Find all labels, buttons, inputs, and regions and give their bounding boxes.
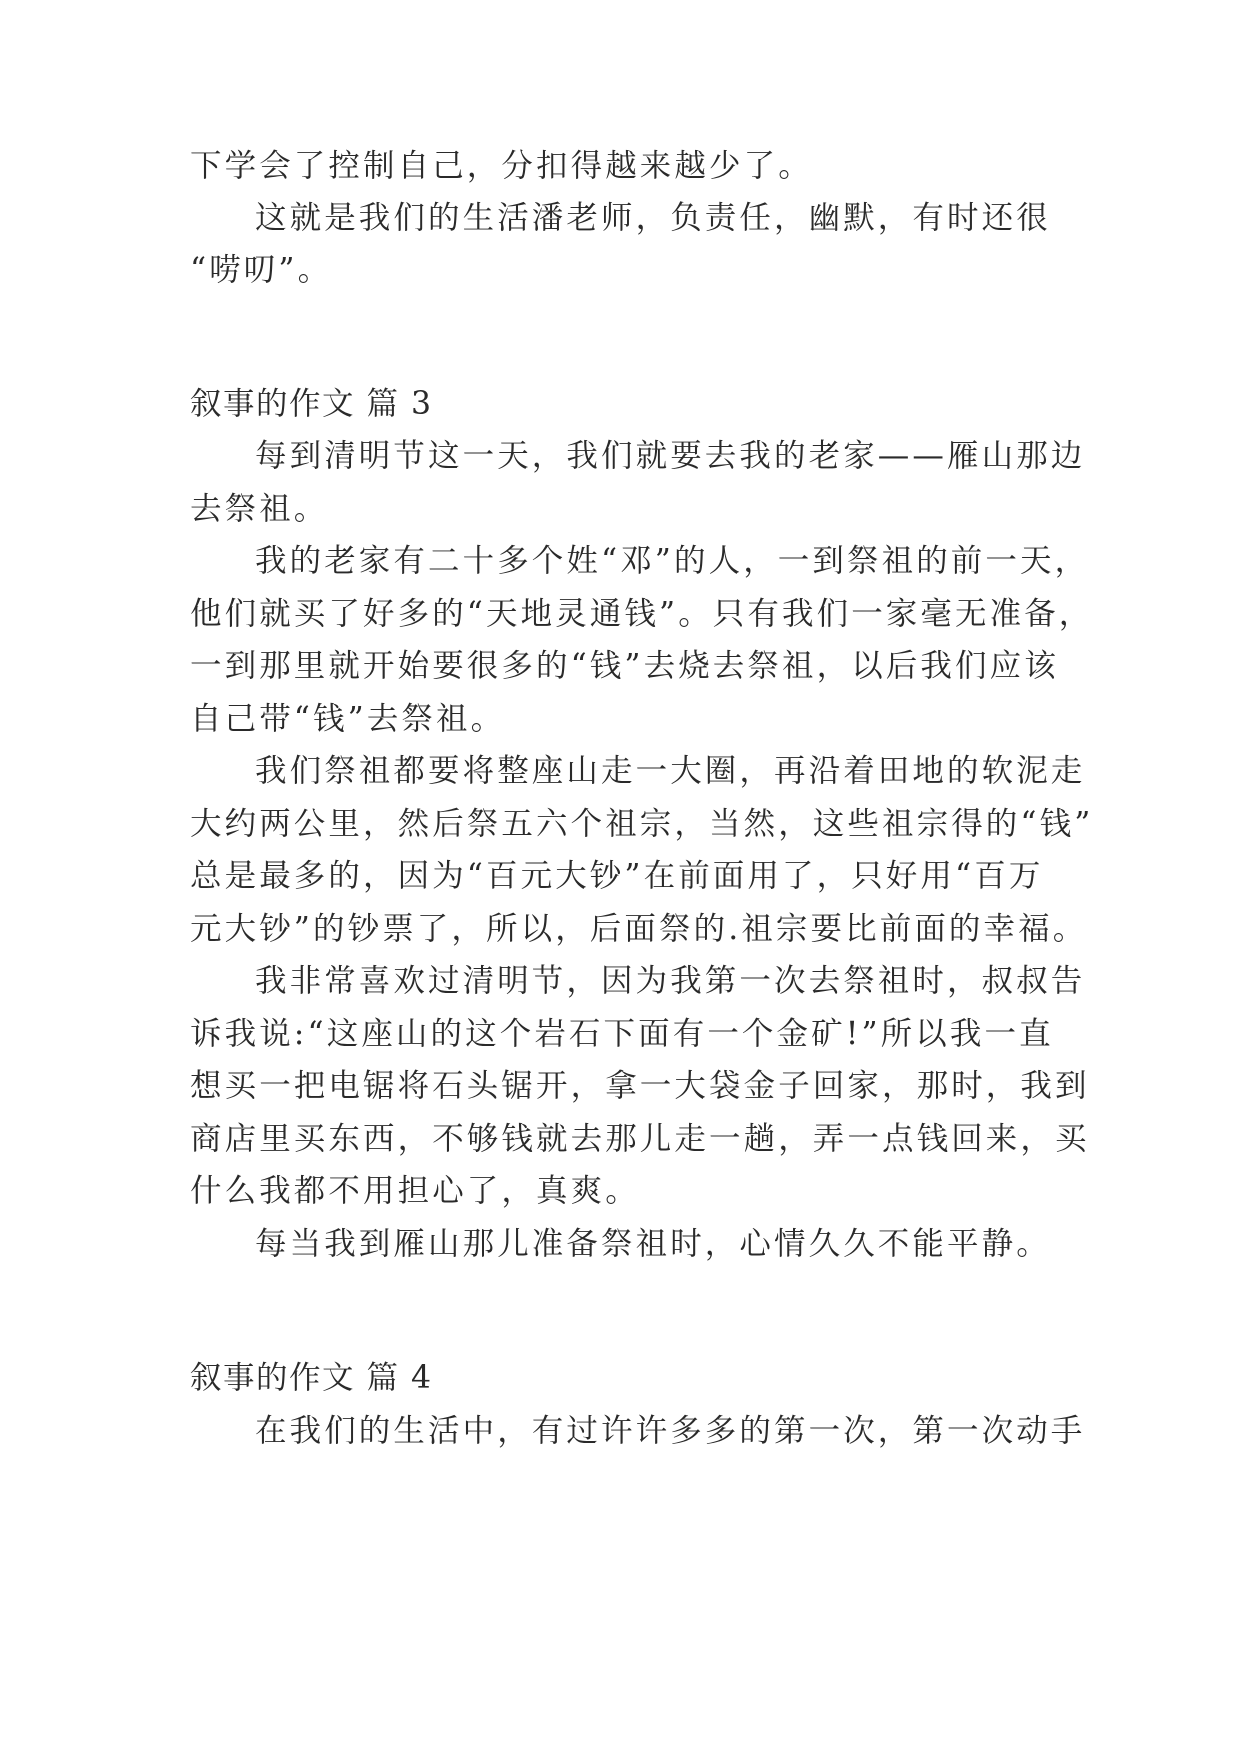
text-line: 我们祭祖都要将整座山走一大圈，再沿着田地的软泥走	[255, 753, 1086, 789]
text-line: 每到清明节这一天，我们就要去我的老家——雁山那边	[255, 438, 1086, 474]
text-line: 自己带“钱”去祭祖。	[190, 701, 506, 737]
section-heading: 叙事的作文 篇 4	[190, 1360, 433, 1396]
text-line: 这就是我们的生活潘老师，负责任，幽默，有时还很	[255, 200, 1051, 236]
text-line: 在我们的生活中，有过许许多多的第一次，第一次动手	[255, 1413, 1086, 1449]
text-line: 诉我说:“这座山的这个岩石下面有一个金矿!”所以我一直	[190, 1016, 1054, 1052]
text-line: 我非常喜欢过清明节，因为我第一次去祭祖时，叔叔告	[255, 963, 1086, 999]
text-line: 一到那里就开始要很多的“钱”去烧去祭祖，以后我们应该	[190, 648, 1059, 684]
text-line: 去祭祖。	[190, 491, 329, 527]
text-line: 下学会了控制自己，分扣得越来越少了。	[190, 148, 813, 184]
text-line: 想买一把电锯将石头锯开，拿一大袋金子回家，那时，我到	[190, 1068, 1090, 1104]
text-line: 什么我都不用担心了，真爽。	[190, 1173, 640, 1209]
text-line: 总是最多的，因为“百元大钞”在前面用了，只好用“百万	[190, 858, 1044, 894]
section-heading: 叙事的作文 篇 3	[190, 386, 433, 422]
text-line: 他们就买了好多的“天地灵通钱”。只有我们一家毫无准备，	[190, 596, 1094, 632]
text-line: 商店里买东西，不够钱就去那儿走一趟，弄一点钱回来，买	[190, 1121, 1090, 1157]
text-line: 每当我到雁山那儿准备祭祖时，心情久久不能平静。	[255, 1226, 1051, 1262]
text-line: 我的老家有二十多个姓“邓”的人，一到祭祖的前一天，	[255, 543, 1090, 579]
text-line: 大约两公里，然后祭五六个祖宗，当然，这些祖宗得的“钱”	[190, 806, 1094, 842]
text-line: 元大钞”的钞票了，所以，后面祭的.祖宗要比前面的幸福。	[190, 911, 1088, 947]
text-line: “唠叨”。	[190, 252, 333, 288]
